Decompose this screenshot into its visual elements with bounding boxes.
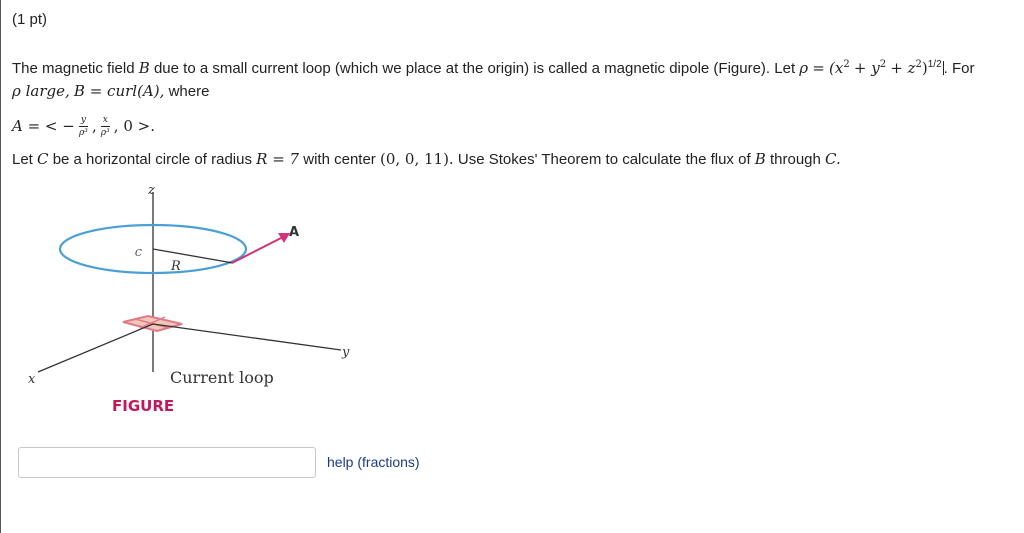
rho-plus-y: + y (853, 59, 880, 77)
rho-sq-z: 2 (915, 59, 922, 70)
left-border (0, 0, 1, 533)
text-through: through (769, 151, 821, 168)
label-A: A (289, 225, 300, 240)
frac1-denominator: ρ³ (78, 127, 88, 138)
var-B: B (138, 59, 150, 77)
problem-paragraph-1: The magnetic field B due to a small current loop (which we place at the origin) is called a magnetic dipole (Figure). Let $\rho = (x^2 + y^2 + z^2)^{1/2}$ . For ρ large, B = curl(A), where (12, 59, 975, 100)
rho-large: ρ large, (12, 82, 70, 100)
rho-exponent: 1/2 (927, 59, 942, 70)
help-fractions-link[interactable]: help (fractions) (327, 454, 420, 470)
problem-paragraph-2 (12, 150, 841, 168)
points-label: (1 pt) (12, 11, 48, 28)
text-intro: The magnetic field (12, 60, 135, 77)
y-axis (153, 324, 341, 350)
label-c: C (135, 249, 142, 259)
formula-lhs: A = < − (12, 117, 75, 135)
frac2-numerator: x (102, 114, 108, 125)
label-x: x (28, 372, 36, 387)
center-value: (0, 0, 11). (379, 150, 454, 168)
var-rho: ρ (799, 59, 809, 77)
fraction-x-over-rho3 (101, 115, 110, 138)
rho-sq-y: 2 (879, 59, 887, 70)
formula-comma: , (91, 117, 97, 135)
label-z: z (148, 183, 155, 198)
text-circle-desc: be a horizontal circle of radius (52, 151, 252, 168)
fraction-y-over-rho3 (79, 115, 88, 138)
text-let: Let (12, 151, 33, 168)
B-equals-curl: B = curl(A), (73, 82, 165, 100)
rho-expr-open: (x (829, 59, 844, 77)
label-R: R (171, 259, 181, 274)
text-with-center: with center (303, 151, 376, 168)
eq-sign: = (812, 59, 825, 77)
label-y: y (342, 345, 350, 360)
rho-expr-close: ) (921, 59, 928, 77)
formula-rest: , 0 >. (113, 117, 155, 135)
var-C: C (37, 150, 49, 168)
frac2-denominator: ρ³ (100, 127, 110, 138)
radius-line (153, 249, 233, 263)
text-where: where (168, 83, 210, 100)
answer-input[interactable] (18, 447, 316, 478)
caption-figure: FIGURE (112, 397, 175, 415)
text-intro2: due to a small current loop (which we place at the origin) is called a magnetic dipole (Figure). Let (153, 60, 796, 77)
text-for: For (951, 60, 975, 77)
vector-field-formula (12, 108, 155, 144)
rho-plus-z: + z (890, 59, 916, 77)
x-axis (38, 324, 153, 372)
text-stokes: Use Stokes' Theorem to calculate the flux of (457, 151, 751, 168)
frac1-numerator: y (80, 114, 86, 125)
var-C-end: C. (825, 150, 841, 168)
radius-value: R = 7 (256, 150, 300, 168)
rho-sq-x: 2 (843, 59, 850, 70)
magnetic-dipole-figure (20, 180, 360, 420)
caption-current-loop: Current loop (170, 368, 274, 387)
var-B-2: B (754, 150, 766, 168)
